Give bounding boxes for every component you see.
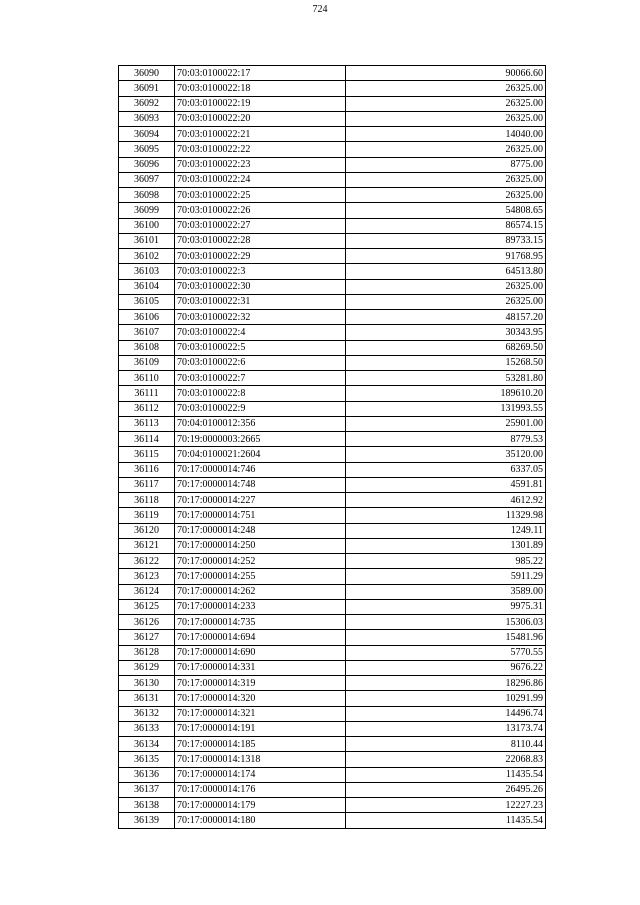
cadastral-number-cell: 70:03:0100022:8 <box>175 386 346 401</box>
table-row <box>119 325 546 340</box>
cadastral-number-cell: 70:17:0000014:262 <box>175 584 346 599</box>
table-row <box>119 66 546 81</box>
cadastral-number-cell: 70:17:0000014:694 <box>175 630 346 645</box>
row-number-cell: 36091 <box>119 81 175 96</box>
value-cell: 26325.00 <box>346 111 546 126</box>
cadastral-number-cell: 70:17:0000014:227 <box>175 493 346 508</box>
value-cell: 15268.50 <box>346 355 546 370</box>
row-number-cell: 36118 <box>119 493 175 508</box>
row-number-cell: 36126 <box>119 615 175 630</box>
table-row <box>119 462 546 477</box>
value-cell: 189610.20 <box>346 386 546 401</box>
cadastral-number-cell: 70:17:0000014:174 <box>175 767 346 782</box>
row-number-cell: 36137 <box>119 782 175 797</box>
value-cell: 8779.53 <box>346 432 546 447</box>
row-number-cell: 36100 <box>119 218 175 233</box>
value-cell: 985.22 <box>346 554 546 569</box>
value-cell: 8110.44 <box>346 737 546 752</box>
value-cell: 15481.96 <box>346 630 546 645</box>
table-row <box>119 630 546 645</box>
table-row <box>119 447 546 462</box>
row-number-cell: 36093 <box>119 111 175 126</box>
table-row <box>119 172 546 187</box>
table-row <box>119 645 546 660</box>
cadastral-number-cell: 70:17:0000014:1318 <box>175 752 346 767</box>
table-row <box>119 691 546 706</box>
cadastral-number-cell: 70:03:0100022:7 <box>175 371 346 386</box>
row-number-cell: 36128 <box>119 645 175 660</box>
table-row <box>119 752 546 767</box>
cadastral-number-cell: 70:17:0000014:179 <box>175 798 346 813</box>
value-cell: 68269.50 <box>346 340 546 355</box>
cadastral-number-cell: 70:17:0000014:319 <box>175 676 346 691</box>
value-cell: 25901.00 <box>346 416 546 431</box>
cadastral-number-cell: 70:03:0100022:28 <box>175 233 346 248</box>
cadastral-number-cell: 70:17:0000014:255 <box>175 569 346 584</box>
table-row <box>119 188 546 203</box>
value-cell: 14040.00 <box>346 127 546 142</box>
value-cell: 8775.00 <box>346 157 546 172</box>
row-number-cell: 36116 <box>119 462 175 477</box>
table-row <box>119 157 546 172</box>
value-cell: 54808.65 <box>346 203 546 218</box>
value-cell: 26495.26 <box>346 782 546 797</box>
cadastral-number-cell: 70:17:0000014:176 <box>175 782 346 797</box>
value-cell: 11435.54 <box>346 813 546 828</box>
row-number-cell: 36115 <box>119 447 175 462</box>
cadastral-number-cell: 70:03:0100022:19 <box>175 96 346 111</box>
table-row <box>119 477 546 492</box>
row-number-cell: 36110 <box>119 371 175 386</box>
table-row <box>119 249 546 264</box>
row-number-cell: 36095 <box>119 142 175 157</box>
cadastral-number-cell: 70:17:0000014:248 <box>175 523 346 538</box>
cadastral-number-cell: 70:03:0100022:32 <box>175 310 346 325</box>
row-number-cell: 36131 <box>119 691 175 706</box>
row-number-cell: 36139 <box>119 813 175 828</box>
cadastral-number-cell: 70:17:0000014:233 <box>175 599 346 614</box>
value-cell: 30343.95 <box>346 325 546 340</box>
value-cell: 26325.00 <box>346 188 546 203</box>
table-row <box>119 386 546 401</box>
cadastral-number-cell: 70:03:0100022:20 <box>175 111 346 126</box>
table-row <box>119 813 546 828</box>
table-row <box>119 279 546 294</box>
value-cell: 9975.31 <box>346 599 546 614</box>
cadastral-number-cell: 70:03:0100022:23 <box>175 157 346 172</box>
table-row <box>119 371 546 386</box>
cadastral-number-cell: 70:03:0100022:27 <box>175 218 346 233</box>
table-row <box>119 767 546 782</box>
page-number: 724 <box>312 4 328 15</box>
value-cell: 35120.00 <box>346 447 546 462</box>
value-cell: 26325.00 <box>346 294 546 309</box>
value-cell: 48157.20 <box>346 310 546 325</box>
cadastral-number-cell: 70:19:0000003:2665 <box>175 432 346 447</box>
table-row <box>119 294 546 309</box>
row-number-cell: 36125 <box>119 599 175 614</box>
row-number-cell: 36138 <box>119 798 175 813</box>
table-row <box>119 706 546 721</box>
table-row <box>119 203 546 218</box>
row-number-cell: 36120 <box>119 523 175 538</box>
row-number-cell: 36117 <box>119 477 175 492</box>
cadastral-number-cell: 70:03:0100022:9 <box>175 401 346 416</box>
cadastral-number-cell: 70:17:0000014:748 <box>175 477 346 492</box>
table-row <box>119 340 546 355</box>
table-row <box>119 493 546 508</box>
row-number-cell: 36106 <box>119 310 175 325</box>
row-number-cell: 36136 <box>119 767 175 782</box>
value-cell: 5770.55 <box>346 645 546 660</box>
row-number-cell: 36107 <box>119 325 175 340</box>
value-cell: 64513.80 <box>346 264 546 279</box>
value-cell: 26325.00 <box>346 96 546 111</box>
row-number-cell: 36090 <box>119 66 175 81</box>
row-number-cell: 36094 <box>119 127 175 142</box>
value-cell: 3589.00 <box>346 584 546 599</box>
cadastral-number-cell: 70:17:0000014:735 <box>175 615 346 630</box>
value-cell: 18296.86 <box>346 676 546 691</box>
row-number-cell: 36127 <box>119 630 175 645</box>
row-number-cell: 36108 <box>119 340 175 355</box>
value-cell: 11329.98 <box>346 508 546 523</box>
row-number-cell: 36123 <box>119 569 175 584</box>
table-row <box>119 142 546 157</box>
table-row <box>119 782 546 797</box>
value-cell: 12227.23 <box>346 798 546 813</box>
value-cell: 22068.83 <box>346 752 546 767</box>
row-number-cell: 36124 <box>119 584 175 599</box>
table-row <box>119 538 546 553</box>
row-number-cell: 36114 <box>119 432 175 447</box>
value-cell: 91768.95 <box>346 249 546 264</box>
table-row <box>119 569 546 584</box>
value-cell: 14496.74 <box>346 706 546 721</box>
cadastral-number-cell: 70:03:0100022:21 <box>175 127 346 142</box>
table-row <box>119 310 546 325</box>
value-cell: 9676.22 <box>346 660 546 675</box>
value-cell: 26325.00 <box>346 81 546 96</box>
cadastral-number-cell: 70:03:0100022:26 <box>175 203 346 218</box>
cadastral-number-cell: 70:03:0100022:25 <box>175 188 346 203</box>
row-number-cell: 36092 <box>119 96 175 111</box>
row-number-cell: 36111 <box>119 386 175 401</box>
row-number-cell: 36109 <box>119 355 175 370</box>
cadastral-number-cell: 70:03:0100022:18 <box>175 81 346 96</box>
row-number-cell: 36130 <box>119 676 175 691</box>
value-cell: 11435.54 <box>346 767 546 782</box>
cadastral-number-cell: 70:17:0000014:180 <box>175 813 346 828</box>
cadastral-number-cell: 70:03:0100022:17 <box>175 66 346 81</box>
table-row <box>119 218 546 233</box>
row-number-cell: 36102 <box>119 249 175 264</box>
cadastral-number-cell: 70:17:0000014:331 <box>175 660 346 675</box>
row-number-cell: 36112 <box>119 401 175 416</box>
table-row <box>119 615 546 630</box>
table-row <box>119 523 546 538</box>
table-row <box>119 721 546 736</box>
cadastral-number-cell: 70:04:0100021:2604 <box>175 447 346 462</box>
value-cell: 4612.92 <box>346 493 546 508</box>
row-number-cell: 36096 <box>119 157 175 172</box>
table-body <box>119 66 546 829</box>
table-row <box>119 355 546 370</box>
table-row <box>119 554 546 569</box>
row-number-cell: 36098 <box>119 188 175 203</box>
cadastral-number-cell: 70:17:0000014:751 <box>175 508 346 523</box>
table-row <box>119 81 546 96</box>
table-row <box>119 584 546 599</box>
cadastral-number-cell: 70:17:0000014:321 <box>175 706 346 721</box>
value-cell: 26325.00 <box>346 142 546 157</box>
value-cell: 5911.29 <box>346 569 546 584</box>
value-cell: 26325.00 <box>346 172 546 187</box>
value-cell: 26325.00 <box>346 279 546 294</box>
registry-table <box>118 65 546 829</box>
table-row <box>119 264 546 279</box>
cadastral-number-cell: 70:04:0100012:356 <box>175 416 346 431</box>
row-number-cell: 36135 <box>119 752 175 767</box>
row-number-cell: 36101 <box>119 233 175 248</box>
cadastral-number-cell: 70:03:0100022:24 <box>175 172 346 187</box>
cadastral-number-cell: 70:17:0000014:185 <box>175 737 346 752</box>
value-cell: 1249.11 <box>346 523 546 538</box>
cadastral-number-cell: 70:17:0000014:250 <box>175 538 346 553</box>
cadastral-number-cell: 70:03:0100022:31 <box>175 294 346 309</box>
table-row <box>119 676 546 691</box>
value-cell: 4591.81 <box>346 477 546 492</box>
table-row <box>119 798 546 813</box>
cadastral-number-cell: 70:03:0100022:29 <box>175 249 346 264</box>
row-number-cell: 36104 <box>119 279 175 294</box>
table-row <box>119 416 546 431</box>
table-row <box>119 111 546 126</box>
table-row <box>119 432 546 447</box>
table-row <box>119 96 546 111</box>
row-number-cell: 36129 <box>119 660 175 675</box>
row-number-cell: 36122 <box>119 554 175 569</box>
table-row <box>119 508 546 523</box>
value-cell: 1301.89 <box>346 538 546 553</box>
row-number-cell: 36097 <box>119 172 175 187</box>
row-number-cell: 36099 <box>119 203 175 218</box>
value-cell: 10291.99 <box>346 691 546 706</box>
cadastral-number-cell: 70:17:0000014:690 <box>175 645 346 660</box>
table-row <box>119 401 546 416</box>
row-number-cell: 36134 <box>119 737 175 752</box>
cadastral-number-cell: 70:17:0000014:320 <box>175 691 346 706</box>
table-row <box>119 737 546 752</box>
value-cell: 15306.03 <box>346 615 546 630</box>
cadastral-number-cell: 70:17:0000014:746 <box>175 462 346 477</box>
row-number-cell: 36121 <box>119 538 175 553</box>
cadastral-number-cell: 70:17:0000014:252 <box>175 554 346 569</box>
table-row <box>119 127 546 142</box>
row-number-cell: 36132 <box>119 706 175 721</box>
cadastral-number-cell: 70:03:0100022:22 <box>175 142 346 157</box>
row-number-cell: 36133 <box>119 721 175 736</box>
value-cell: 86574.15 <box>346 218 546 233</box>
value-cell: 13173.74 <box>346 721 546 736</box>
cadastral-number-cell: 70:03:0100022:6 <box>175 355 346 370</box>
row-number-cell: 36105 <box>119 294 175 309</box>
cadastral-number-cell: 70:03:0100022:5 <box>175 340 346 355</box>
cadastral-number-cell: 70:17:0000014:191 <box>175 721 346 736</box>
table-row <box>119 660 546 675</box>
value-cell: 6337.05 <box>346 462 546 477</box>
row-number-cell: 36119 <box>119 508 175 523</box>
cadastral-number-cell: 70:03:0100022:4 <box>175 325 346 340</box>
value-cell: 53281.80 <box>346 371 546 386</box>
table-row <box>119 233 546 248</box>
value-cell: 89733.15 <box>346 233 546 248</box>
value-cell: 90066.60 <box>346 66 546 81</box>
row-number-cell: 36103 <box>119 264 175 279</box>
cadastral-number-cell: 70:03:0100022:3 <box>175 264 346 279</box>
table-row <box>119 599 546 614</box>
value-cell: 131993.55 <box>346 401 546 416</box>
row-number-cell: 36113 <box>119 416 175 431</box>
cadastral-number-cell: 70:03:0100022:30 <box>175 279 346 294</box>
